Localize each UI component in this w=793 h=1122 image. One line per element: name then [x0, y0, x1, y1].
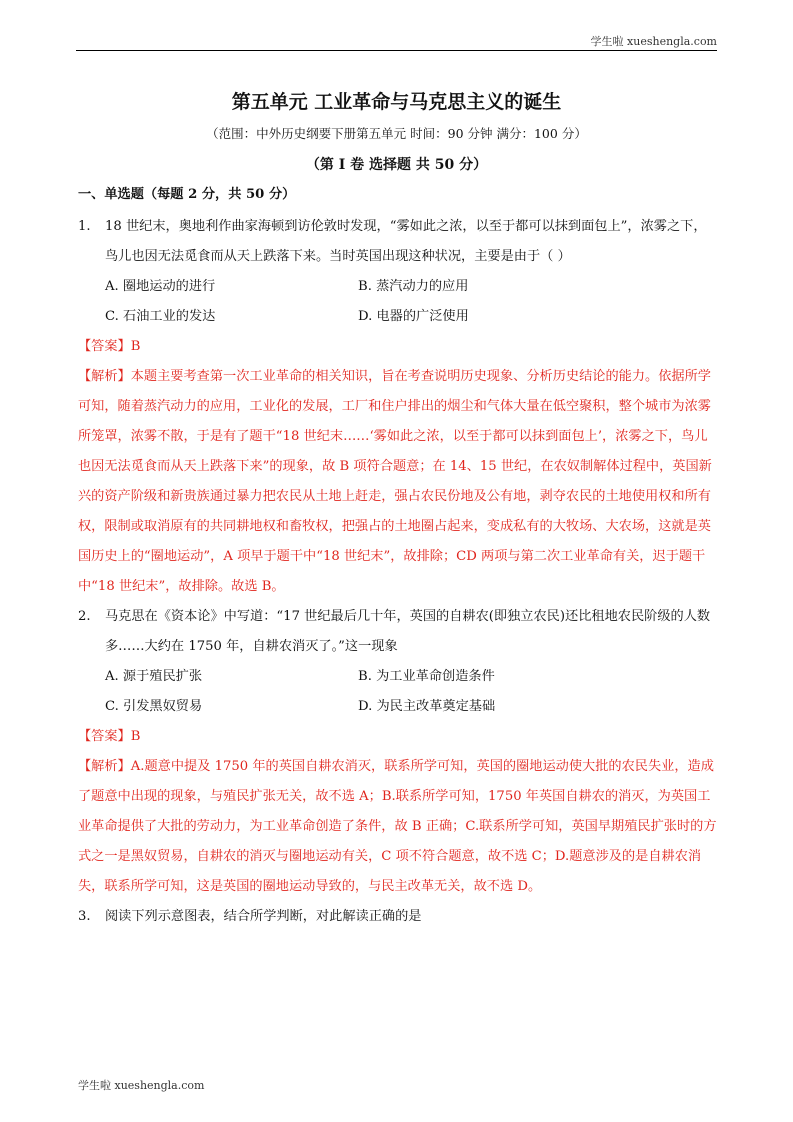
footer-site-name: 学生啦 xueshengla.com [78, 1079, 205, 1092]
option-a: A. 圈地运动的进行 [105, 279, 216, 294]
option-b: B. 蒸汽动力的应用 [358, 279, 469, 294]
question-2 [78, 602, 718, 662]
question-stem: 马克思在《资本论》中写道：“17 世纪最后几十年，英国的自耕农(即独立农民)还比租地农民阶级的人数多……大约在 1750 年，自耕农消灭了。”这一现象 [105, 609, 711, 654]
page-title: 第五单元 工业革命与马克思主义的诞生 [231, 91, 562, 113]
option-d: D. 为民主改革奠定基础 [358, 699, 496, 714]
question-stem: 阅读下列示意图表，结合所学判断，对此解读正确的是 [105, 909, 422, 924]
question-1-options-row-1 [78, 272, 718, 302]
page-subtitle: （范围：中外历史纲要下册第五单元 时间：90 分钟 满分：100 分） [206, 126, 587, 141]
question-number: 3. [78, 909, 91, 924]
answer-label: 【答案】B [78, 729, 141, 744]
analysis-text: 【解析】A.题意中提及 1750 年的英国自耕农消灭，联系所学可知，英国的圈地运动使大批的农民失业，造成了题意中出现的现象，与殖民扩张无关，故不选 A；B.联系所学可知，1750 年英国自耕农的消灭，为英国工业革命提供了大批的劳动力，为工业革命创造了条件，故 B 正确；C.联系所学可知，英国早期殖民扩张时的方式之一是黑奴贸易，自耕农的消灭与圈地运动有关，C 项不符合题意，故不选 C；D.题意涉及的是自耕农消失，联系所学可知，这是英国的圈地运动导致的，与民主改革无关，故不选 D。 [78, 759, 717, 894]
question-2-options-row-1 [78, 662, 718, 692]
option-a: A. 源于殖民扩张 [105, 669, 203, 684]
option-d: D. 电器的广泛使用 [358, 309, 469, 324]
question-list [78, 180, 718, 932]
analysis-text: 【解析】本题主要考查第一次工业革命的相关知识，旨在考查说明历史现象、分析历史结论的能力。依据所学可知，随着蒸汽动力的应用，工业化的发展，工厂和住户排出的烟尘和气体大量在低空聚积，整个城市为浓雾所笼罩，浓雾不散，于是有了题干“18 世纪末……‘雾如此之浓，以至于都可以抹到面包上’，浓雾之下，鸟儿也因无法觅食而从天上跌落下来”的现象，故 B 项符合题意；在 14、15 世纪，在农奴制解体过程中，英国新兴的资产阶级和新贵族通过暴力把农民从土地上赶走，强占农民份地及公有地，剥夺农民的土地使用权和所有权，限制或取消原有的共同耕地权和畜牧权，把强占的土地圈占起来，变成私有的大牧场、大农场，这就是英国历史上的“圈地运动”，A 项早于题干中“18 世纪末”，故排除；CD 两项与第二次工业革命有关，迟于题干中“18 世纪末”，故排除。故选 B。 [78, 369, 712, 594]
question-stem: 18 世纪末，奥地利作曲家海顿到访伦敦时发现，“雾如此之浓，以至于都可以抹到面包上”，浓雾之下，鸟儿也因无法觅食而从天上跌落下来。当时英国出现这种状况，主要是由于（ ） [105, 219, 707, 264]
option-c: C. 引发黑奴贸易 [105, 699, 203, 714]
section-heading: （第 I 卷 选择题 共 50 分） [305, 157, 488, 173]
option-b: B. 为工业革命创造条件 [358, 669, 495, 684]
question-number: 2. [78, 609, 91, 624]
header-divider [76, 50, 717, 51]
question-1 [78, 212, 718, 272]
part-heading: 一、单选题（每题 2 分，共 50 分） [78, 187, 296, 202]
question-1-options-row-2 [78, 302, 718, 332]
option-c: C. 石油工业的发达 [105, 309, 216, 324]
question-3 [78, 902, 718, 932]
answer-label: 【答案】B [78, 339, 141, 354]
question-number: 1. [78, 219, 91, 234]
header-site-name: 学生啦 xueshengla.com [590, 35, 717, 48]
question-2-options-row-2 [78, 692, 718, 722]
